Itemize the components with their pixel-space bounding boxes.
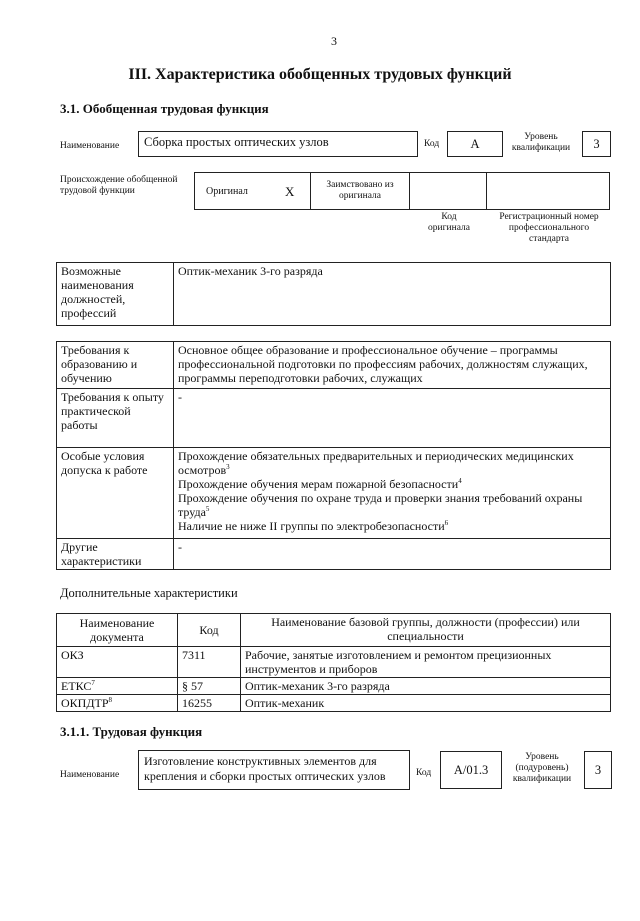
positions-value: Оптик-механик 3-го разряда bbox=[174, 263, 611, 326]
additional-header-doc: Наименование документа bbox=[57, 614, 178, 647]
req-education-value: Основное общее образование и профессиональное обучение – программы профессиональной подготовки по профессиям рабочих, должностям служащих, программы переподготовки рабочих, служащих bbox=[174, 342, 611, 389]
section-title: III. Характеристика обобщенных трудовых функций bbox=[128, 66, 512, 83]
additional-name: Оптик-механик bbox=[241, 695, 611, 712]
additional-heading: Дополнительные характеристики bbox=[60, 586, 238, 600]
positions-table bbox=[56, 262, 611, 326]
req-experience-value: - bbox=[174, 389, 611, 448]
requirements-table bbox=[56, 341, 611, 570]
req-special-line: Прохождение обучения мерам пожарной безопасности$^4$ bbox=[178, 477, 462, 491]
gtf-code-field bbox=[447, 131, 503, 157]
additional-code: 7311 bbox=[178, 647, 241, 678]
gtf-level-label: Уровень квалификации bbox=[511, 132, 571, 153]
positions-label: Возможные наименования должностей, профессий bbox=[57, 263, 174, 326]
req-special-line: Наличие не ниже II группы по электробезопасности$^6$ bbox=[178, 519, 449, 533]
gtf-heading: 3.1. Обобщенная трудовая функция bbox=[60, 101, 269, 116]
req-other-label: Другие характеристики bbox=[57, 539, 174, 570]
req-education-label: Требования к образованию и обучению bbox=[57, 342, 174, 389]
tf-heading: 3.1.1. Трудовая функция bbox=[60, 724, 203, 739]
req-special-line: Прохождение обучения по охране труда и проверки знания требований охраны труда$^5$ bbox=[178, 491, 583, 519]
table-row bbox=[57, 695, 611, 712]
tf-level-field bbox=[584, 751, 612, 789]
additional-doc: ОКЗ bbox=[57, 647, 178, 678]
tf-level-value: 3 bbox=[594, 763, 602, 777]
origin-label: Происхождение обобщенной трудовой функции bbox=[60, 175, 178, 196]
tf-name-label: Наименование bbox=[60, 770, 120, 780]
origin-original-label: Оригинал bbox=[206, 186, 248, 197]
additional-name: Оптик-механик 3-го разряда bbox=[241, 678, 611, 695]
req-special-value bbox=[174, 448, 611, 539]
table-row bbox=[57, 647, 611, 678]
gtf-code-value: A bbox=[470, 137, 480, 151]
origin-code-cell bbox=[409, 172, 487, 210]
req-experience-label: Требования к опыту практической работы bbox=[57, 389, 174, 448]
additional-code: § 57 bbox=[178, 678, 241, 695]
tf-name-field bbox=[138, 750, 410, 790]
tf-code-field bbox=[440, 751, 502, 789]
req-special-label: Особые условия допуска к работе bbox=[57, 448, 174, 539]
gtf-name-label: Наименование bbox=[60, 141, 120, 151]
gtf-name-value: Сборка простых оптических узлов bbox=[144, 135, 329, 149]
tf-code-value: A/01.3 bbox=[453, 763, 489, 777]
gtf-level-field bbox=[582, 131, 611, 157]
additional-code: 16255 bbox=[178, 695, 241, 712]
req-other-value: - bbox=[174, 539, 611, 570]
tf-name-value: Изготовление конструктивных элементов для крепления и сборки простых оптических узлов bbox=[144, 754, 386, 783]
table-row bbox=[57, 678, 611, 695]
gtf-code-label: Код bbox=[424, 139, 440, 149]
origin-original-mark: X bbox=[285, 184, 295, 199]
additional-header-code: Код bbox=[178, 614, 241, 647]
origin-reg-caption: Регистрационный номер профессионального стандарта bbox=[499, 212, 599, 244]
additional-doc: ОКПДТР$^8$ bbox=[57, 695, 178, 712]
gtf-level-value: 3 bbox=[593, 137, 600, 151]
origin-borrowed-cell bbox=[310, 172, 410, 210]
origin-borrowed-label: Заимствовано из оригинала bbox=[326, 180, 394, 201]
additional-doc: ЕТКС$^7$ bbox=[57, 678, 178, 695]
additional-table bbox=[56, 613, 611, 712]
origin-original-cell bbox=[194, 172, 311, 210]
origin-reg-cell bbox=[486, 172, 610, 210]
tf-code-label: Код bbox=[416, 768, 432, 778]
additional-name: Рабочие, занятые изготовлением и ремонтом прецизионных инструментов и приборов bbox=[241, 647, 611, 678]
additional-header-name: Наименование базовой группы, должности (профессии) или специальности bbox=[241, 614, 611, 647]
page-number: 3 bbox=[331, 34, 337, 48]
req-special-line: Прохождение обязательных предварительных и периодических медицинских осмотров$^3$ bbox=[178, 449, 574, 477]
origin-code-caption: Код оригинала bbox=[428, 212, 470, 233]
gtf-name-field bbox=[138, 131, 418, 157]
tf-level-label: Уровень (подуровень) квалификации bbox=[512, 752, 572, 784]
